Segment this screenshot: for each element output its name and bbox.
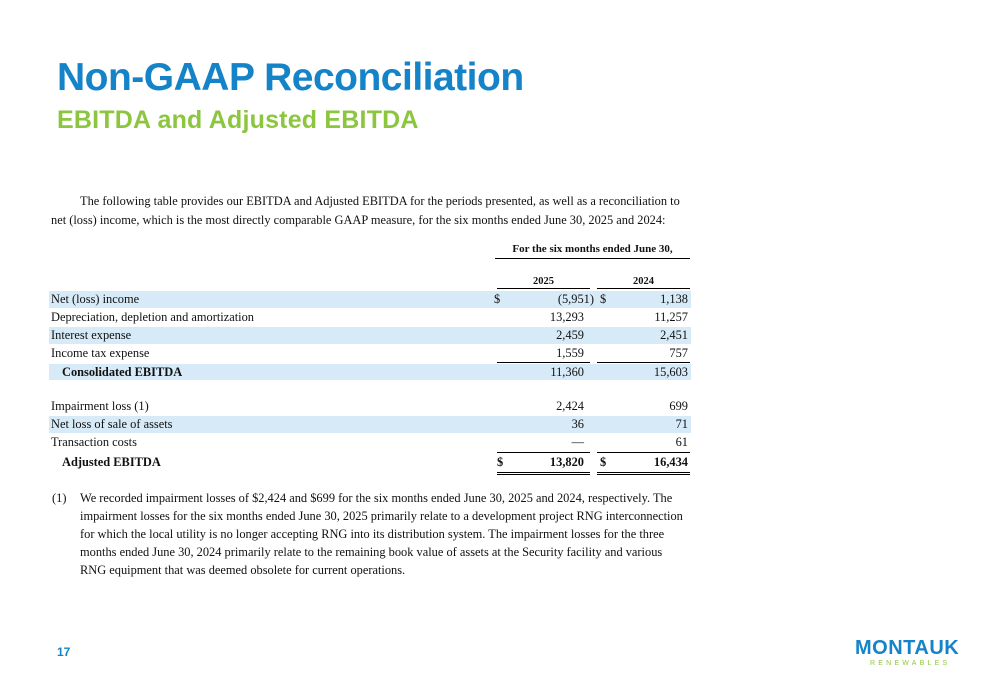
row-label: Transaction costs	[51, 435, 137, 449]
value-2024: 757	[669, 346, 688, 360]
value-2024: 16,434	[653, 455, 688, 469]
value-2025: 13,820	[549, 455, 584, 469]
table-row	[49, 345, 691, 362]
currency-symbol: $	[600, 455, 607, 469]
value-2024: 699	[669, 399, 688, 413]
table-row	[49, 454, 691, 471]
value-2025: 36	[571, 417, 584, 431]
row-label: Consolidated EBITDA	[62, 365, 183, 379]
value-2024: 2,451	[660, 328, 688, 342]
currency-symbol: $	[497, 455, 504, 469]
total-double-rule	[497, 474, 590, 475]
row-label: Net (loss) income	[51, 292, 140, 306]
page-title: Non-GAAP Reconciliation	[57, 56, 524, 99]
company-logo	[855, 637, 960, 671]
subtotal-rule	[597, 362, 690, 363]
subtotal-rule	[497, 452, 590, 453]
value-2025: 11,360	[550, 365, 584, 379]
column-header-2025: 2025	[497, 276, 590, 289]
period-group-header: For the six months ended June 30,	[495, 243, 690, 259]
intro-paragraph: The following table provides our EBITDA and Adjusted EBITDA for the periods presented, as well as a reconciliation to net (loss) income, which is the most directly comparable GAAP measure, for the six months ended June 30, 2025 and 2024:	[51, 194, 680, 227]
total-double-rule	[597, 474, 690, 475]
value-2024: 15,603	[653, 365, 688, 379]
total-double-rule	[497, 472, 590, 473]
table-row	[49, 309, 691, 326]
row-label: Income tax expense	[51, 346, 150, 360]
value-2025: (5,951)	[557, 292, 594, 306]
value-2025: 13,293	[549, 310, 584, 324]
table-row	[49, 434, 691, 451]
value-2024: 11,257	[654, 310, 688, 324]
table-row	[49, 291, 691, 308]
table-row	[49, 398, 691, 415]
row-label: Adjusted EBITDA	[62, 455, 161, 469]
currency-symbol: $	[600, 292, 607, 306]
footnote-number: (1)	[52, 491, 67, 505]
page-subtitle: EBITDA and Adjusted EBITDA	[57, 106, 419, 134]
row-label: Net loss of sale of assets	[51, 417, 173, 431]
row-label: Depreciation, depletion and amortization	[51, 310, 254, 324]
row-label: Interest expense	[51, 328, 132, 342]
logo-tagline: RENEWABLES	[870, 660, 951, 667]
table-row	[49, 364, 691, 380]
value-2025: —	[571, 435, 584, 449]
value-2025: 2,424	[556, 399, 584, 413]
value-2024: 61	[675, 435, 688, 449]
table-row	[49, 416, 691, 433]
value-2025: 1,559	[556, 346, 584, 360]
total-double-rule	[597, 472, 690, 473]
footnote-text: We recorded impairment losses of $2,424 and $699 for the six months ended June 30, 2025 and 2024, respectively. The impairment losses for the six months ended June 30, 2025 primarily relate to a development project RNG interconnection for which the local utility is no longer accepting RNG into its distribution system. The impairment losses for the three months ended June 30, 2024 primarily relate to the remaining book value of assets at the Security facility and various RNG equipment that was deemed obsolete for current operations.	[80, 491, 683, 577]
table-row	[49, 327, 691, 344]
page-number: 17	[57, 645, 71, 659]
subtotal-rule	[597, 452, 690, 453]
value-2024: 1,138	[660, 292, 688, 306]
logo-wordmark: MONTAUK	[855, 637, 960, 659]
subtotal-rule	[497, 362, 590, 363]
column-header-2024: 2024	[597, 276, 690, 289]
currency-symbol: $	[494, 292, 501, 306]
row-label: Impairment loss (1)	[51, 399, 149, 413]
value-2025: 2,459	[556, 328, 584, 342]
value-2024: 71	[675, 417, 688, 431]
